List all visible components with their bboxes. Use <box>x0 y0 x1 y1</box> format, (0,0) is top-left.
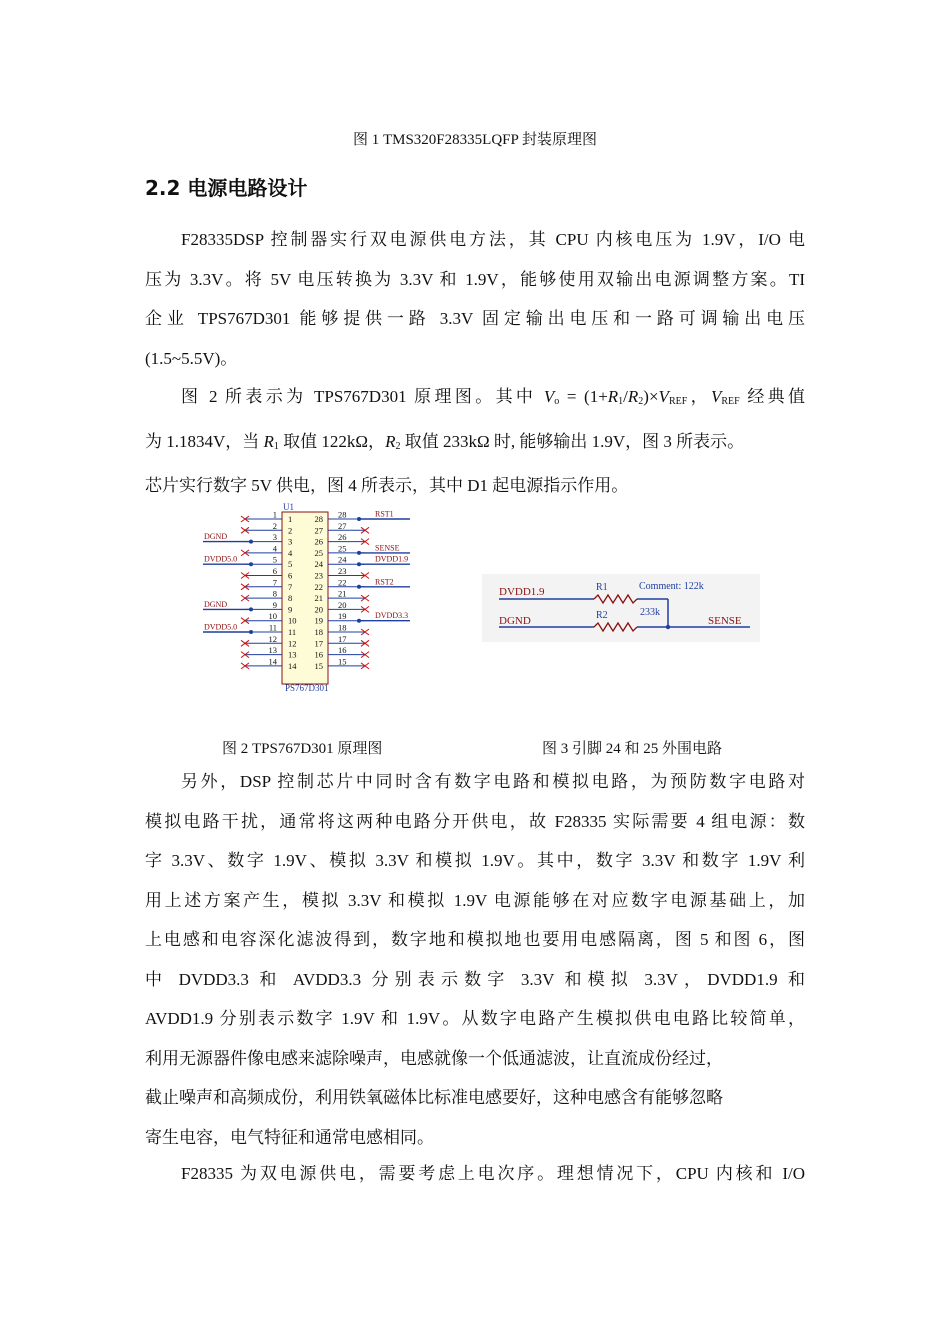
junction-dot <box>357 517 361 521</box>
paragraph-1 <box>145 220 805 378</box>
net-label: RST2 <box>375 577 394 587</box>
paragraph-line: 芯片实行数字 5V 供电，图 4 所表示，其中 D1 起电源指示作用。 <box>145 476 629 495</box>
pin-number: 4 <box>272 543 277 554</box>
pin-number: 6 <box>272 566 277 576</box>
text-run: / <box>623 387 628 406</box>
resistor-r2-value: 233k <box>640 607 660 618</box>
paragraph-line: 字 3.3V、数字 1.9V、模拟 3.3V 和模拟 1.9V。其中，数字 3.3V 和数字 1.9V 利 <box>145 851 805 870</box>
junction-dot <box>249 562 253 566</box>
junction-dot <box>357 551 361 555</box>
pin-number: 14 <box>268 656 277 667</box>
net-label: DGND <box>204 532 228 542</box>
pin-number: 5 <box>272 554 277 565</box>
pin-name: 16 <box>314 649 323 660</box>
pin-number: 2 <box>272 520 277 531</box>
pin-number: 11 <box>268 622 277 633</box>
pin-name: 12 <box>288 638 297 649</box>
subscript-o: o <box>554 396 560 407</box>
pin-number: 28 <box>338 509 347 520</box>
pin-number: 21 <box>338 588 347 599</box>
paragraph-3 <box>145 762 805 1157</box>
net-label: DVDD3.3 <box>375 611 409 621</box>
text-run: 为 1.1834V，当 <box>145 431 264 451</box>
net-label: RST1 <box>375 509 394 519</box>
text-run: 取值 122kΩ， <box>278 431 386 451</box>
junction-dot <box>249 630 253 634</box>
subscript-ref: REF <box>721 396 740 407</box>
pin-name: 25 <box>314 547 323 558</box>
junction-dot <box>666 625 670 629</box>
junction-dot <box>357 585 361 589</box>
symbol-v: V <box>658 387 669 406</box>
net-label: SENSE <box>375 543 400 553</box>
pin-number: 20 <box>338 599 347 610</box>
paragraph-line: 企业 TPS767D301 能够提供一路 3.3V 固定输出电压和一路可调输出电压 <box>145 309 805 328</box>
text-run: = (1+ <box>559 387 608 406</box>
paragraph-line: 模拟电路干扰，通常将这两种电路分开供电，故 F28335 实际需要 4 组电源：数 <box>145 811 805 831</box>
paragraph-line: 寄生电容，电气特征和通常电感相同。 <box>145 1127 434 1147</box>
junction-dot <box>357 619 361 623</box>
subscript-1: 1 <box>273 440 279 452</box>
text-run: 经典值 <box>739 387 806 406</box>
comment-label: Comment: 122k <box>639 581 704 592</box>
paragraph-2 <box>145 377 805 506</box>
pin-name: 8 <box>288 593 293 604</box>
pin-name: 4 <box>288 547 293 558</box>
pin-number: 12 <box>268 633 277 644</box>
pin-number: 27 <box>338 520 347 531</box>
net-label: DVDD5.0 <box>204 622 238 632</box>
pin-name: 27 <box>314 525 323 536</box>
pin-number: 7 <box>272 577 277 588</box>
pin-number: 1 <box>272 509 277 520</box>
formula-line <box>145 422 805 467</box>
pin-name: 7 <box>288 581 293 592</box>
pin-name: 11 <box>288 627 297 637</box>
pin-number: 18 <box>338 622 347 633</box>
subscript-2: 2 <box>395 440 401 452</box>
pin-name: 17 <box>314 638 323 649</box>
pin-name: 5 <box>288 559 293 570</box>
pin-name: 18 <box>314 627 323 637</box>
paragraph-line: 压为 3.3V。将 5V 电压转换为 3.3V 和 1.9V，能够使用双输出电源调整方案。TI <box>145 269 805 289</box>
pin-name: 14 <box>288 660 297 671</box>
net-label: DVDD5.0 <box>204 554 238 564</box>
tps767d301-schematic <box>185 498 435 698</box>
figure1-caption: 图 1 TMS320F28335LQFP 封装原理图 <box>352 132 598 148</box>
pin-name: 6 <box>288 570 293 581</box>
paragraph-line: F28335 为双电源供电，需要考虑上电次序。理想情况下，CPU 内核和 I/O <box>181 1164 805 1183</box>
resistor-r2-label: R2 <box>596 610 608 621</box>
pin-name: 10 <box>288 615 297 626</box>
pin-number: 17 <box>338 633 347 644</box>
text-run: ， <box>687 387 711 406</box>
pin-name: 23 <box>314 570 323 581</box>
net-label: DGND <box>204 599 228 609</box>
pin-number: 19 <box>338 611 347 622</box>
symbol-r: R <box>627 387 639 406</box>
symbol-v: V <box>543 387 555 406</box>
figure2-caption: 图 2 TPS767D301 原理图 <box>222 741 383 757</box>
paragraph-line: 上电感和电容深化滤波得到，数字地和模拟地也要用电感隔离，图 5 和图 6，图 <box>145 930 805 949</box>
pin-name: 2 <box>288 525 293 536</box>
pin-name: 22 <box>314 581 323 592</box>
part-label: PS767D301 <box>285 683 329 693</box>
pin-name: 19 <box>314 615 323 626</box>
subscript-2: 2 <box>638 396 644 407</box>
paragraph-4 <box>145 1154 805 1194</box>
junction-dot <box>249 540 253 544</box>
text-run: 取值 233kΩ 时, 能够输出 1.9V，图 3 所表示。 <box>400 431 745 451</box>
resistor-r1-label: R1 <box>596 582 608 593</box>
junction-dot <box>249 607 253 611</box>
paragraph-line: F28335DSP 控制器实行双电源供电方法，其 CPU 内核电压为 1.9V，I/O 电 <box>181 230 805 249</box>
pin-number: 22 <box>338 577 347 588</box>
designator-label: U1 <box>283 502 294 512</box>
pin-number: 26 <box>338 532 347 543</box>
pin-number: 3 <box>272 532 277 543</box>
pin-number: 13 <box>268 645 277 656</box>
pin-number: 10 <box>268 611 277 622</box>
net-label-dvdd19: DVDD1.9 <box>499 586 545 598</box>
pin-name: 9 <box>288 604 293 615</box>
symbol-r: R <box>607 387 619 406</box>
junction-dot <box>357 562 361 566</box>
pin-number: 24 <box>338 554 347 565</box>
formula-line <box>145 377 805 422</box>
pin-name: 28 <box>314 514 323 524</box>
section-heading: 2.2 电源电路设计 <box>145 176 308 200</box>
pin24-25-circuit-schematic <box>482 574 760 642</box>
subscript-ref: REF <box>668 396 688 407</box>
pin-name: 15 <box>314 660 323 671</box>
net-label-sense: SENSE <box>708 615 742 627</box>
pin-number: 8 <box>272 588 277 599</box>
symbol-r: R <box>263 431 274 451</box>
pin-name: 1 <box>288 514 293 524</box>
paragraph-line: (1.5~5.5V)。 <box>145 348 238 368</box>
pin-name: 20 <box>314 604 323 615</box>
paragraph-line: AVDD1.9 分别表示数字 1.9V 和 1.9V。从数字电路产生模拟供电电路比较简单， <box>145 1009 805 1028</box>
paragraph-line: 中 DVDD3.3 和 AVDD3.3 分别表示数字 3.3V 和模拟 3.3V，DVDD1.9 和 <box>145 969 805 989</box>
pin-number: 9 <box>272 599 277 610</box>
paragraph-line: 截止噪声和高频成份，利用铁氧磁体比标准电感要好，这种电感含有能够忽略 <box>145 1088 723 1107</box>
pin-name: 21 <box>314 593 323 604</box>
paragraph-line: 用上述方案产生，模拟 3.3V 和模拟 1.9V 电源能够在对应数字电源基础上，加 <box>145 890 805 910</box>
pin-number: 25 <box>338 543 347 554</box>
text-run: 图 2 所表示为 TPS767D301 原理图。其中 <box>181 387 544 406</box>
figure3-caption: 图 3 引脚 24 和 25 外围电路 <box>542 741 723 757</box>
pin-number: 16 <box>338 645 347 656</box>
symbol-v: V <box>710 387 722 406</box>
paragraph-line: 另外，DSP 控制芯片中同时含有数字电路和模拟电路，为预防数字电路对 <box>181 772 805 791</box>
pin-number: 23 <box>338 566 347 576</box>
paragraph-line: 利用无源器件像电感来滤除噪声，电感就像一个低通滤波，让直流成份经过， <box>145 1048 723 1068</box>
net-label: DVDD1.9 <box>375 554 409 564</box>
pin-name: 13 <box>288 649 297 660</box>
pin-name: 26 <box>314 536 323 547</box>
pin-name: 24 <box>314 559 323 570</box>
net-label-dgnd: DGND <box>499 615 531 627</box>
pin-name: 3 <box>288 536 293 547</box>
subscript-1: 1 <box>618 396 624 407</box>
pin-number: 15 <box>338 656 347 667</box>
text-run: )× <box>643 387 659 406</box>
symbol-r: R <box>385 431 396 451</box>
